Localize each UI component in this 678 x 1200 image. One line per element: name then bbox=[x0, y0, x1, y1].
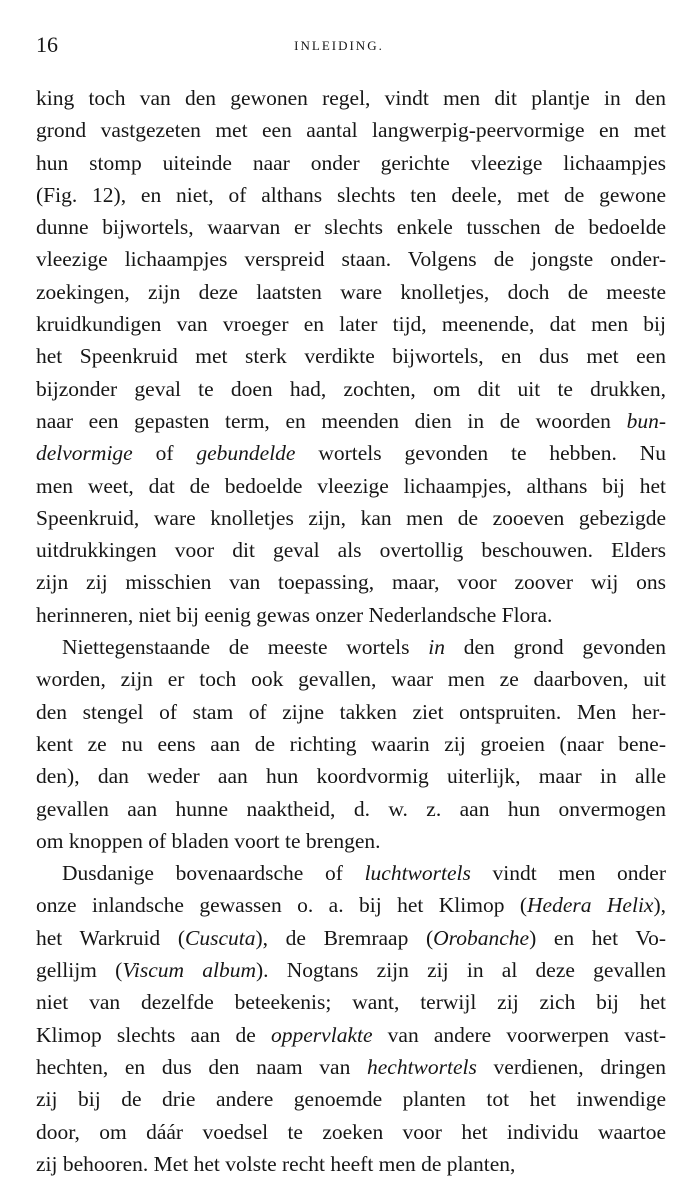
text-line bbox=[36, 82, 666, 114]
text-line bbox=[36, 889, 666, 921]
text-line bbox=[36, 566, 666, 598]
italic-term: Hedera Helix bbox=[527, 893, 654, 918]
italic-term: hechtwortels bbox=[367, 1054, 477, 1079]
text-line bbox=[36, 243, 666, 275]
text-run: den), dan weder aan hun koordvormig uiterlijk, maar in alle bbox=[36, 764, 666, 789]
text-run: Niettegenstaande de meeste wortels bbox=[62, 635, 429, 660]
text-line bbox=[36, 470, 666, 502]
italic-term: Orobanche bbox=[433, 925, 530, 950]
text-run: vindt men onder bbox=[470, 861, 666, 886]
text-run: bijzonder geval te doen had, zochten, om dit uit te drukken, bbox=[36, 376, 666, 401]
text-line bbox=[36, 663, 666, 695]
text-run: zij bij de drie andere genoemde planten tot het inwendige bbox=[36, 1087, 666, 1112]
page-header bbox=[36, 32, 642, 62]
text-run: gevallen aan hunne naaktheid, d. w. z. aan hun onvermogen bbox=[36, 796, 666, 821]
text-line bbox=[36, 825, 666, 857]
italic-term: Viscum album bbox=[122, 958, 256, 983]
italic-term: oppervlakte bbox=[271, 1022, 373, 1047]
text-line bbox=[36, 534, 666, 566]
text-run: den grond gevonden bbox=[445, 635, 666, 660]
text-run: onze inlandsche gewassen o. a. bij het Klimop ( bbox=[36, 893, 528, 918]
text-run: van andere voorwerpen vast- bbox=[372, 1022, 666, 1047]
text-run: Klimop slechts aan de bbox=[36, 1022, 272, 1047]
italic-term: in bbox=[428, 635, 445, 660]
italic-term: gebundelde bbox=[196, 441, 296, 466]
paragraph bbox=[36, 631, 666, 857]
text-run: worden, zijn er toch ook gevallen, waar men ze daarboven, uit bbox=[36, 667, 666, 692]
text-run: verdienen, dringen bbox=[476, 1054, 667, 1079]
text-line bbox=[36, 793, 666, 825]
text-run: kent ze nu eens aan de richting waarin zij groeien (naar bene- bbox=[36, 731, 666, 756]
text-run: wortels gevonden te hebben. Nu bbox=[295, 441, 666, 466]
text-line bbox=[36, 308, 666, 340]
text-run: ). Nogtans zijn zij in al deze gevallen bbox=[256, 958, 666, 983]
text-run: door, om dáár voedsel te zoeken voor het individu waartoe bbox=[36, 1119, 666, 1144]
running-head: INLEIDING. bbox=[294, 38, 384, 53]
page-number: 16 bbox=[36, 32, 58, 57]
text-run: ) en het Vo- bbox=[529, 925, 666, 950]
text-run: hechten, en dus den naam van bbox=[36, 1054, 367, 1079]
text-run: zij behooren. Met het volste recht heeft men de planten, bbox=[36, 1151, 516, 1176]
text-run: Speenkruid, ware knolletjes zijn, kan men de zooeven gebezigde bbox=[36, 505, 666, 530]
text-run: ), bbox=[653, 893, 667, 918]
text-run: zijn zij misschien van toepassing, maar, voor zoover wij ons bbox=[36, 570, 666, 595]
paragraph bbox=[36, 857, 666, 1180]
text-line bbox=[36, 1019, 666, 1051]
italic-term: luchtwortels bbox=[364, 861, 471, 886]
text-run: of bbox=[132, 441, 197, 466]
text-run: hun stomp uiteinde naar onder gerichte vleezige lichaampjes bbox=[36, 150, 666, 175]
text-line bbox=[36, 373, 666, 405]
text-line bbox=[36, 1148, 666, 1180]
text-line bbox=[36, 857, 666, 889]
text-line bbox=[36, 631, 666, 663]
text-run: grond vastgezeten met een aantal langwerpig-peervormige en met bbox=[36, 118, 666, 143]
text-line bbox=[36, 954, 666, 986]
text-line bbox=[36, 147, 666, 179]
paragraph bbox=[36, 82, 666, 631]
body-text bbox=[36, 82, 666, 1180]
text-run: kruidkundigen van vroeger en later tijd, meenende, dat men bij bbox=[36, 312, 666, 337]
text-run: zoekingen, zijn deze laatsten ware knolletjes, doch de meeste bbox=[36, 279, 666, 304]
text-run: men weet, dat de bedoelde vleezige lichaampjes, althans bij het bbox=[36, 473, 666, 498]
text-line bbox=[36, 922, 666, 954]
italic-term: delvormige bbox=[36, 441, 133, 466]
text-line bbox=[36, 696, 666, 728]
text-run: het Warkruid ( bbox=[36, 925, 185, 950]
text-line bbox=[36, 502, 666, 534]
text-run: gellijm ( bbox=[36, 958, 123, 983]
text-line bbox=[36, 437, 666, 469]
text-run: den stengel of stam of zijne takken ziet ontspruiten. Men her- bbox=[36, 699, 666, 724]
text-line bbox=[36, 340, 666, 372]
text-line bbox=[36, 728, 666, 760]
text-line bbox=[36, 1116, 666, 1148]
text-run: (Fig. 12), en niet, of althans slechts ten deele, met de gewone bbox=[36, 182, 666, 207]
text-run: vleezige lichaampjes verspreid staan. Volgens de jongste onder- bbox=[36, 247, 666, 272]
text-line bbox=[36, 211, 666, 243]
text-line bbox=[36, 986, 666, 1018]
text-run: uitdrukkingen voor dit geval als overtollig beschouwen. Elders bbox=[36, 538, 666, 563]
italic-term: Cuscuta bbox=[184, 925, 256, 950]
text-line bbox=[36, 1083, 666, 1115]
text-line bbox=[36, 405, 666, 437]
text-run: herinneren, niet bij eenig gewas onzer Nederlandsche Flora. bbox=[36, 602, 553, 627]
text-run: Dusdanige bovenaardsche of bbox=[62, 861, 365, 886]
text-run: het Speenkruid met sterk verdikte bijwortels, en dus met een bbox=[36, 344, 666, 369]
text-line bbox=[36, 276, 666, 308]
text-run: ), de Bremraap ( bbox=[255, 925, 434, 950]
text-run: naar een gepasten term, en meenden dien in de woorden bbox=[36, 408, 627, 433]
text-line bbox=[36, 599, 666, 631]
text-line bbox=[36, 179, 666, 211]
italic-term: bun- bbox=[626, 408, 666, 433]
text-run: king toch van den gewonen regel, vindt men dit plantje in den bbox=[36, 86, 666, 110]
text-line bbox=[36, 760, 666, 792]
text-run: om knoppen of bladen voort te brengen. bbox=[36, 828, 381, 853]
text-line bbox=[36, 114, 666, 146]
text-line bbox=[36, 1051, 666, 1083]
text-run: niet van dezelfde beteekenis; want, terwijl zij zich bij het bbox=[36, 990, 666, 1015]
text-run: dunne bijwortels, waarvan er slechts enkele tusschen de bedoelde bbox=[36, 215, 666, 240]
